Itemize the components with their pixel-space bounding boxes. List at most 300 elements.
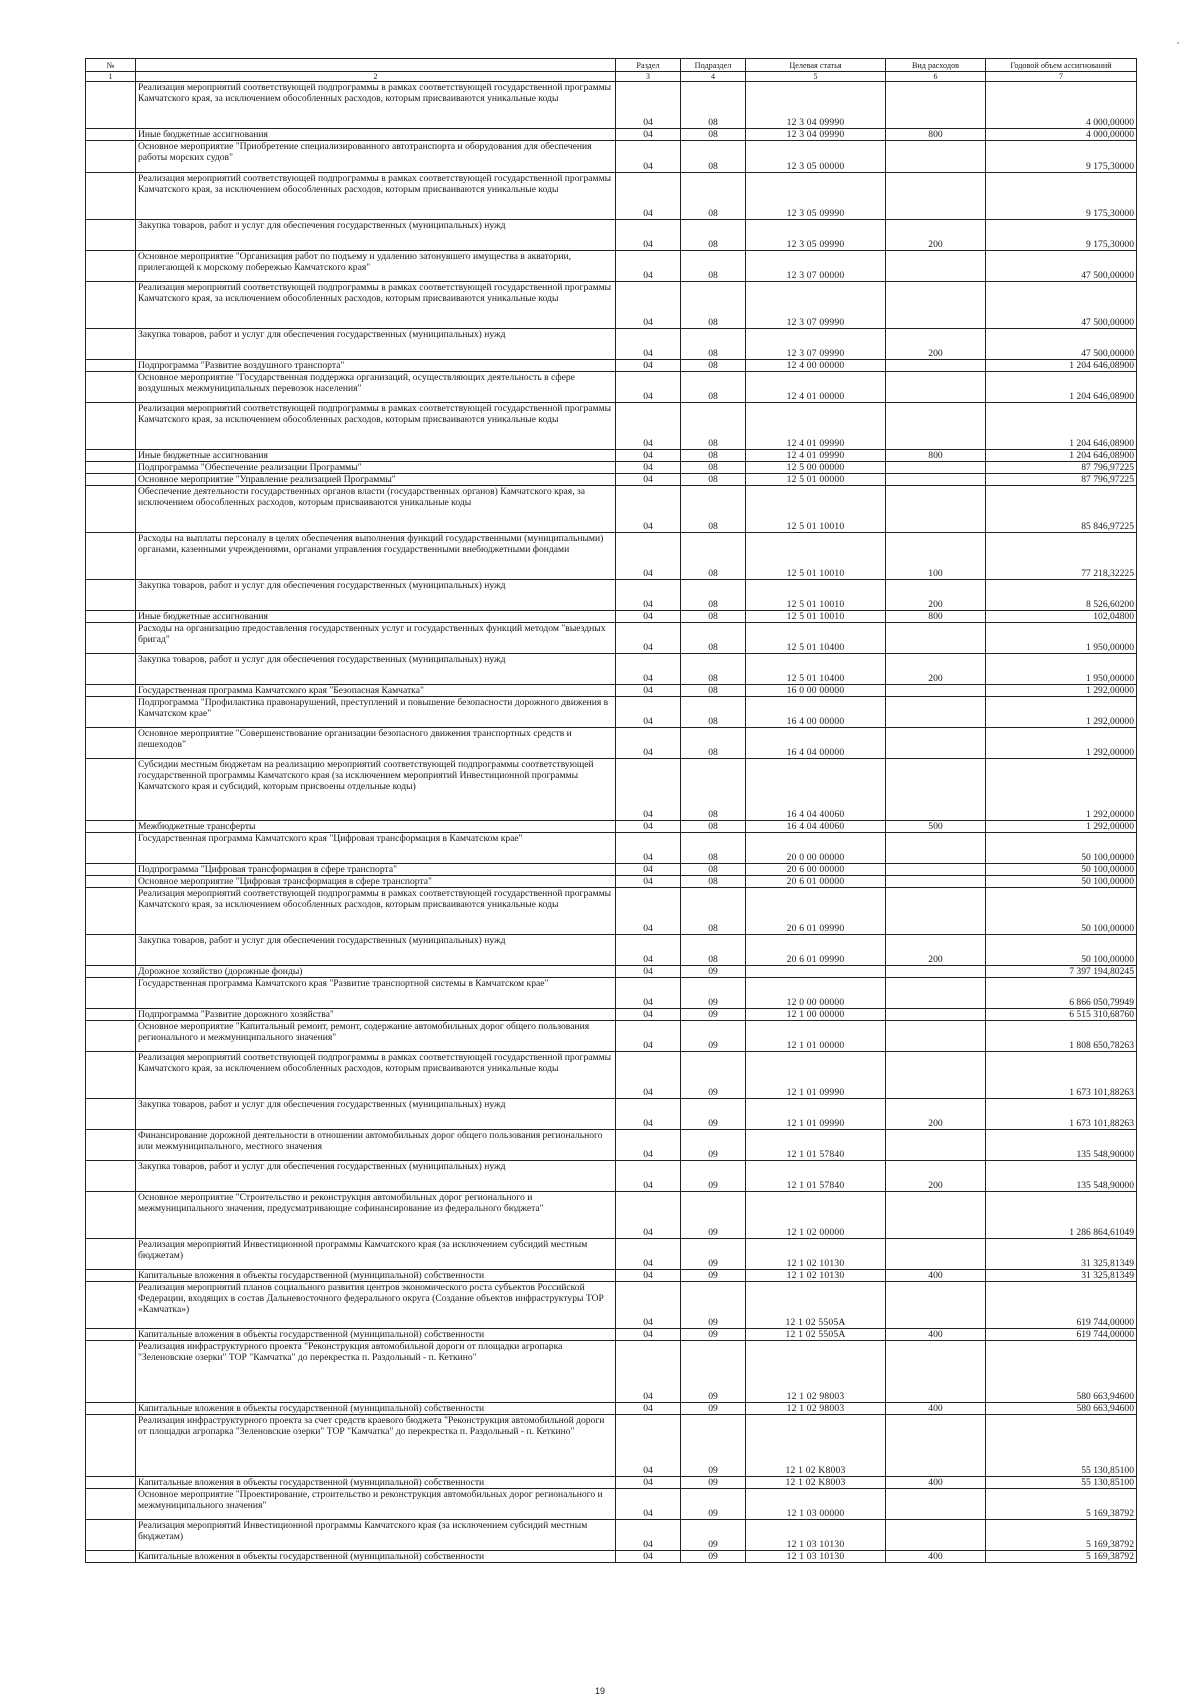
- row-amount: 1 292,00000: [986, 685, 1137, 697]
- row-section: 04: [616, 697, 681, 728]
- row-subsection: 08: [681, 450, 746, 462]
- row-section: 04: [616, 833, 681, 864]
- row-amount: 9 175,30000: [986, 141, 1137, 173]
- row-subsection: 09: [681, 1282, 746, 1329]
- row-amount: 1 292,00000: [986, 759, 1137, 821]
- header-index: 5: [746, 72, 886, 82]
- row-amount: 580 663,94600: [986, 1403, 1137, 1415]
- table-row: [86, 1270, 1137, 1282]
- row-expense-type: 800: [886, 450, 986, 462]
- header-index: 6: [886, 72, 986, 82]
- row-expense-type: [886, 372, 986, 403]
- row-subsection: 09: [681, 1192, 746, 1239]
- row-amount: 50 100,00000: [986, 935, 1137, 966]
- row-target-article: 12 1 01 57840: [746, 1161, 886, 1192]
- row-section: 04: [616, 1282, 681, 1329]
- row-target-article: 12 1 02 5505А: [746, 1329, 886, 1341]
- row-amount: 1 204 646,08900: [986, 403, 1137, 450]
- row-number: [86, 864, 136, 876]
- row-amount: 55 130,85100: [986, 1477, 1137, 1489]
- row-target-article: 12 1 01 00000: [746, 1021, 886, 1052]
- row-name: Расходы на организацию предоставления государственных услуг и государственных функций методом "выездных бригад": [136, 623, 616, 654]
- row-name: Подпрограмма "Обеспечение реализации Программы": [136, 462, 616, 474]
- row-name: Подпрограмма "Развитие воздушного транспорта": [136, 360, 616, 372]
- row-number: [86, 486, 136, 533]
- row-number: [86, 697, 136, 728]
- table-row: [86, 1551, 1137, 1563]
- row-amount: 85 846,97225: [986, 486, 1137, 533]
- row-subsection: 09: [681, 1415, 746, 1477]
- row-section: 04: [616, 220, 681, 251]
- row-target-article: 12 1 01 57840: [746, 1130, 886, 1161]
- row-subsection: 08: [681, 611, 746, 623]
- row-section: 04: [616, 1415, 681, 1477]
- row-number: [86, 1282, 136, 1329]
- row-expense-type: [886, 1282, 986, 1329]
- row-subsection: 08: [681, 623, 746, 654]
- row-subsection: 08: [681, 821, 746, 833]
- row-amount: 50 100,00000: [986, 833, 1137, 864]
- row-target-article: 20 6 01 00000: [746, 876, 886, 888]
- row-name: Закупка товаров, работ и услуг для обеспечения государственных (муниципальных) нужд: [136, 654, 616, 685]
- row-target-article: 12 1 00 00000: [746, 1009, 886, 1021]
- row-amount: 4 000,00000: [986, 129, 1137, 141]
- row-section: 04: [616, 1489, 681, 1520]
- row-expense-type: 400: [886, 1403, 986, 1415]
- table-row: [86, 1489, 1137, 1520]
- row-number: [86, 978, 136, 1009]
- row-target-article: 12 4 01 00000: [746, 372, 886, 403]
- row-number: [86, 1477, 136, 1489]
- row-subsection: 08: [681, 329, 746, 360]
- row-expense-type: 200: [886, 935, 986, 966]
- row-target-article: 12 1 01 09990: [746, 1052, 886, 1099]
- row-name: Основное мероприятие "Управление реализацией Программы": [136, 474, 616, 486]
- header-index: 2: [136, 72, 616, 82]
- table-row: [86, 611, 1137, 623]
- row-name: Реализация мероприятий соответствующей подпрограммы в рамках соответствующей государственной программы Камчатского края, за исключением обособленных расходов, которым присваиваются уникальные коды: [136, 1052, 616, 1099]
- row-amount: 1 950,00000: [986, 654, 1137, 685]
- row-section: 04: [616, 1009, 681, 1021]
- table-row: [86, 1021, 1137, 1052]
- row-name: Закупка товаров, работ и услуг для обеспечения государственных (муниципальных) нужд: [136, 1099, 616, 1130]
- budget-allocation-table: [85, 58, 1137, 1563]
- row-name: Основное мероприятие "Цифровая трансформация в сфере транспорта": [136, 876, 616, 888]
- row-section: 04: [616, 82, 681, 129]
- row-name: Капитальные вложения в объекты государственной (муниципальной) собственности: [136, 1329, 616, 1341]
- row-amount: 102,04800: [986, 611, 1137, 623]
- row-amount: 9 175,30000: [986, 173, 1137, 220]
- table-row: [86, 1329, 1137, 1341]
- row-expense-type: [886, 173, 986, 220]
- row-name: Основное мероприятие "Проектирование, строительство и реконструкция автомобильных дорог регионального и межмуниципального значения": [136, 1489, 616, 1520]
- row-number: [86, 1009, 136, 1021]
- header-name: [136, 59, 616, 72]
- row-subsection: 09: [681, 1239, 746, 1270]
- row-expense-type: [886, 876, 986, 888]
- row-expense-type: 400: [886, 1270, 986, 1282]
- row-section: 04: [616, 462, 681, 474]
- table-row: [86, 372, 1137, 403]
- row-amount: 31 325,81349: [986, 1270, 1137, 1282]
- row-amount: 135 548,90000: [986, 1130, 1137, 1161]
- table-row: [86, 821, 1137, 833]
- row-amount: 1 673 101,88263: [986, 1052, 1137, 1099]
- row-number: [86, 1329, 136, 1341]
- row-name: Финансирование дорожной деятельности в отношении автомобильных дорог общего пользования регионального или межмуниципального, местного значения: [136, 1130, 616, 1161]
- row-name: Государственная программа Камчатского края "Безопасная Камчатка": [136, 685, 616, 697]
- table-row: [86, 462, 1137, 474]
- row-number: [86, 474, 136, 486]
- row-subsection: 09: [681, 1130, 746, 1161]
- row-section: 04: [616, 876, 681, 888]
- row-name: Основное мероприятие "Совершенствование организации безопасного движения транспортных средств и пешеходов": [136, 728, 616, 759]
- row-amount: 47 500,00000: [986, 282, 1137, 329]
- table-row: [86, 697, 1137, 728]
- row-subsection: 08: [681, 462, 746, 474]
- row-number: [86, 220, 136, 251]
- row-target-article: 12 3 07 09990: [746, 282, 886, 329]
- row-section: 04: [616, 251, 681, 282]
- row-amount: 77 218,32225: [986, 533, 1137, 580]
- table-row: [86, 1161, 1137, 1192]
- row-amount: 1 673 101,88263: [986, 1099, 1137, 1130]
- row-target-article: 12 5 00 00000: [746, 462, 886, 474]
- table-row: [86, 1403, 1137, 1415]
- row-number: [86, 821, 136, 833]
- row-subsection: 08: [681, 251, 746, 282]
- row-subsection: 09: [681, 1270, 746, 1282]
- row-subsection: 08: [681, 935, 746, 966]
- row-section: 04: [616, 372, 681, 403]
- row-number: [86, 450, 136, 462]
- row-target-article: 20 6 01 09990: [746, 935, 886, 966]
- row-expense-type: 800: [886, 611, 986, 623]
- table-row: [86, 474, 1137, 486]
- row-section: 04: [616, 329, 681, 360]
- row-target-article: 12 1 02 98003: [746, 1341, 886, 1403]
- row-expense-type: 200: [886, 329, 986, 360]
- row-name: Межбюджетные трансферты: [136, 821, 616, 833]
- row-section: 04: [616, 1099, 681, 1130]
- row-name: Реализация мероприятий планов социального развития центров экономического роста субъектов Российской Федерации, входящих в состав Дальневосточного федерального округа (Создание объектов инфраструктуры ТОР «Камчатка»): [136, 1282, 616, 1329]
- row-target-article: 16 4 04 00000: [746, 728, 886, 759]
- table-row: [86, 1415, 1137, 1477]
- row-number: [86, 1161, 136, 1192]
- row-section: 04: [616, 966, 681, 978]
- row-name: Основное мероприятие "Капитальный ремонт, ремонт, содержание автомобильных дорог общего пользования регионального и межмуниципального значения": [136, 1021, 616, 1052]
- row-name: Капитальные вложения в объекты государственной (муниципальной) собственности: [136, 1270, 616, 1282]
- row-section: 04: [616, 1477, 681, 1489]
- row-number: [86, 141, 136, 173]
- row-target-article: 16 4 00 00000: [746, 697, 886, 728]
- table-row: [86, 220, 1137, 251]
- row-subsection: 09: [681, 1009, 746, 1021]
- row-name: Реализация мероприятий соответствующей подпрограммы в рамках соответствующей государственной программы Камчатского края, за исключением обособленных расходов, которым присваиваются уникальные коды: [136, 173, 616, 220]
- row-amount: 4 000,00000: [986, 82, 1137, 129]
- table-row: [86, 685, 1137, 697]
- row-subsection: 09: [681, 1021, 746, 1052]
- row-section: 04: [616, 533, 681, 580]
- row-target-article: 12 5 01 10010: [746, 533, 886, 580]
- row-name: Подпрограмма "Развитие дорожного хозяйства": [136, 1009, 616, 1021]
- row-section: 04: [616, 978, 681, 1009]
- row-target-article: 12 5 01 10400: [746, 654, 886, 685]
- row-number: [86, 403, 136, 450]
- row-amount: 1 292,00000: [986, 821, 1137, 833]
- row-number: [86, 1520, 136, 1551]
- row-name: Дорожное хозяйство (дорожные фонды): [136, 966, 616, 978]
- row-target-article: 12 4 01 09990: [746, 403, 886, 450]
- row-subsection: 08: [681, 474, 746, 486]
- row-amount: 87 796,97225: [986, 462, 1137, 474]
- row-number: [86, 173, 136, 220]
- row-amount: 1 292,00000: [986, 728, 1137, 759]
- row-target-article: 12 3 04 09990: [746, 129, 886, 141]
- row-expense-type: [886, 623, 986, 654]
- row-expense-type: 400: [886, 1551, 986, 1563]
- row-subsection: 08: [681, 82, 746, 129]
- header-section: Раздел: [616, 59, 681, 72]
- row-amount: 47 500,00000: [986, 329, 1137, 360]
- header-index: 3: [616, 72, 681, 82]
- row-section: 04: [616, 888, 681, 935]
- table-row: [86, 1192, 1137, 1239]
- row-expense-type: [886, 82, 986, 129]
- row-target-article: 12 3 04 09990: [746, 82, 886, 129]
- row-amount: 1 204 646,08900: [986, 372, 1137, 403]
- row-number: [86, 1270, 136, 1282]
- row-expense-type: 500: [886, 821, 986, 833]
- row-subsection: 08: [681, 533, 746, 580]
- row-amount: 5 169,38792: [986, 1551, 1137, 1563]
- row-name: Основное мероприятие "Приобретение специализированного автотранспорта и оборудования для обеспечения работы морских судов": [136, 141, 616, 173]
- row-section: 04: [616, 1021, 681, 1052]
- row-name: Закупка товаров, работ и услуг для обеспечения государственных (муниципальных) нужд: [136, 220, 616, 251]
- row-target-article: 12 3 05 09990: [746, 173, 886, 220]
- row-expense-type: [886, 1415, 986, 1477]
- row-expense-type: 800: [886, 129, 986, 141]
- row-subsection: 09: [681, 1341, 746, 1403]
- row-amount: 8 526,60200: [986, 580, 1137, 611]
- row-section: 04: [616, 1551, 681, 1563]
- header-amount: Годовой объем ассигнований: [986, 59, 1137, 72]
- row-subsection: 09: [681, 1551, 746, 1563]
- row-number: [86, 372, 136, 403]
- row-name: Закупка товаров, работ и услуг для обеспечения государственных (муниципальных) нужд: [136, 935, 616, 966]
- row-section: 04: [616, 141, 681, 173]
- table-row: [86, 403, 1137, 450]
- row-section: 04: [616, 1403, 681, 1415]
- row-amount: 55 130,85100: [986, 1415, 1137, 1477]
- row-expense-type: [886, 888, 986, 935]
- row-expense-type: 400: [886, 1477, 986, 1489]
- header-num: №: [86, 59, 136, 72]
- row-subsection: 08: [681, 403, 746, 450]
- row-number: [86, 876, 136, 888]
- row-target-article: 12 0 00 00000: [746, 978, 886, 1009]
- row-section: 04: [616, 580, 681, 611]
- row-number: [86, 833, 136, 864]
- row-expense-type: 200: [886, 1099, 986, 1130]
- row-name: Реализация мероприятий соответствующей подпрограммы в рамках соответствующей государственной программы Камчатского края, за исключением обособленных расходов, которым присваиваются уникальные коды: [136, 403, 616, 450]
- row-subsection: 08: [681, 685, 746, 697]
- row-expense-type: [886, 1239, 986, 1270]
- table-row: [86, 1520, 1137, 1551]
- row-amount: 5 169,38792: [986, 1520, 1137, 1551]
- table-row: [86, 129, 1137, 141]
- row-expense-type: [886, 360, 986, 372]
- row-name: Закупка товаров, работ и услуг для обеспечения государственных (муниципальных) нужд: [136, 580, 616, 611]
- row-number: [86, 1052, 136, 1099]
- row-number: [86, 82, 136, 129]
- row-amount: 619 744,00000: [986, 1282, 1137, 1329]
- row-name: Реализация мероприятий соответствующей подпрограммы в рамках соответствующей государственной программы Камчатского края, за исключением обособленных расходов, которым присваиваются уникальные коды: [136, 82, 616, 129]
- row-section: 04: [616, 129, 681, 141]
- row-number: [86, 623, 136, 654]
- row-number: [86, 685, 136, 697]
- row-target-article: 12 1 02 10130: [746, 1270, 886, 1282]
- row-amount: 619 744,00000: [986, 1329, 1137, 1341]
- row-number: [86, 282, 136, 329]
- row-amount: 87 796,97225: [986, 474, 1137, 486]
- row-expense-type: [886, 462, 986, 474]
- row-expense-type: [886, 251, 986, 282]
- row-expense-type: [886, 1021, 986, 1052]
- row-subsection: 08: [681, 580, 746, 611]
- row-subsection: 09: [681, 1489, 746, 1520]
- row-target-article: 12 1 03 10130: [746, 1551, 886, 1563]
- table-row: [86, 935, 1137, 966]
- row-name: Основное мероприятие "Строительство и реконструкция автомобильных дорог регионального и межмуниципального значения, предусматривающие софинансирование из федерального бюджета": [136, 1192, 616, 1239]
- row-section: 04: [616, 450, 681, 462]
- row-name: Капитальные вложения в объекты государственной (муниципальной) собственности: [136, 1403, 616, 1415]
- row-subsection: 08: [681, 282, 746, 329]
- row-amount: 50 100,00000: [986, 888, 1137, 935]
- row-target-article: 12 5 01 10010: [746, 486, 886, 533]
- header-type: Вид расходов: [886, 59, 986, 72]
- row-name: Реализация мероприятий Инвестиционной программы Камчатского края (за исключением субсидий местным бюджетам): [136, 1520, 616, 1551]
- row-target-article: 12 5 01 10010: [746, 580, 886, 611]
- row-expense-type: [886, 685, 986, 697]
- table-row: [86, 833, 1137, 864]
- header-index: 4: [681, 72, 746, 82]
- table-body: [86, 82, 1137, 1563]
- row-target-article: 12 1 01 09990: [746, 1099, 886, 1130]
- row-expense-type: [886, 833, 986, 864]
- row-name: Иные бюджетные ассигнования: [136, 611, 616, 623]
- row-section: 04: [616, 864, 681, 876]
- row-number: [86, 1099, 136, 1130]
- row-number: [86, 462, 136, 474]
- table-row: [86, 1239, 1137, 1270]
- table-row: [86, 360, 1137, 372]
- table-row: [86, 141, 1137, 173]
- row-name: Реализация инфраструктурного проекта за счет средств краевого бюджета "Реконструкция автомобильной дороги от площадки агропарка "Зеленовские озерки" ТОР "Камчатка" до перекрестка п. Раздольный - п. Кеткино": [136, 1415, 616, 1477]
- row-number: [86, 1551, 136, 1563]
- table-row: [86, 728, 1137, 759]
- row-amount: 5 169,38792: [986, 1489, 1137, 1520]
- row-subsection: 08: [681, 876, 746, 888]
- row-expense-type: 400: [886, 1329, 986, 1341]
- table-row: [86, 876, 1137, 888]
- table-row: [86, 251, 1137, 282]
- row-number: [86, 329, 136, 360]
- row-subsection: 09: [681, 1099, 746, 1130]
- row-section: 04: [616, 1520, 681, 1551]
- table-row: [86, 1282, 1137, 1329]
- row-expense-type: [886, 282, 986, 329]
- row-name: Закупка товаров, работ и услуг для обеспечения государственных (муниципальных) нужд: [136, 329, 616, 360]
- row-name: Иные бюджетные ассигнования: [136, 450, 616, 462]
- row-name: Капитальные вложения в объекты государственной (муниципальной) собственности: [136, 1477, 616, 1489]
- row-target-article: 12 5 01 10400: [746, 623, 886, 654]
- table-row: [86, 1052, 1137, 1099]
- table-row: [86, 533, 1137, 580]
- row-section: 04: [616, 1130, 681, 1161]
- row-target-article: 12 1 02 10130: [746, 1239, 886, 1270]
- row-name: Иные бюджетные ассигнования: [136, 129, 616, 141]
- row-amount: 50 100,00000: [986, 876, 1137, 888]
- row-subsection: 08: [681, 759, 746, 821]
- table-row: [86, 864, 1137, 876]
- row-section: 04: [616, 623, 681, 654]
- row-subsection: 09: [681, 1520, 746, 1551]
- row-section: 04: [616, 1329, 681, 1341]
- table-row: [86, 82, 1137, 129]
- row-target-article: 16 4 04 40060: [746, 759, 886, 821]
- row-number: [86, 759, 136, 821]
- row-number: [86, 1403, 136, 1415]
- row-target-article: 12 1 03 00000: [746, 1489, 886, 1520]
- table-row: [86, 1099, 1137, 1130]
- row-section: 04: [616, 685, 681, 697]
- row-number: [86, 1415, 136, 1477]
- row-target-article: 12 1 02 98003: [746, 1403, 886, 1415]
- row-section: 04: [616, 654, 681, 685]
- row-number: [86, 1192, 136, 1239]
- row-name: Субсидии местным бюджетам на реализацию мероприятий соответствующей подпрограммы соответствующей государственной программы Камчатского края (за исключением мероприятий Инвестиционной программы Камчатского края и субсидий, которым присвоены отдельные коды): [136, 759, 616, 821]
- table-row: [86, 978, 1137, 1009]
- row-subsection: 08: [681, 220, 746, 251]
- row-target-article: 12 1 02 5505А: [746, 1282, 886, 1329]
- row-number: [86, 935, 136, 966]
- row-name: Реализация мероприятий Инвестиционной программы Камчатского края (за исключением субсидий местным бюджетам): [136, 1239, 616, 1270]
- row-name: Государственная программа Камчатского края "Развитие транспортной системы в Камчатском крае": [136, 978, 616, 1009]
- row-subsection: 08: [681, 654, 746, 685]
- row-name: Подпрограмма "Цифровая трансформация в сфере транспорта": [136, 864, 616, 876]
- row-subsection: 08: [681, 864, 746, 876]
- row-amount: 7 397 194,80245: [986, 966, 1137, 978]
- row-section: 04: [616, 728, 681, 759]
- row-expense-type: [886, 978, 986, 1009]
- row-subsection: 09: [681, 1403, 746, 1415]
- row-name: Реализация мероприятий соответствующей подпрограммы в рамках соответствующей государственной программы Камчатского края, за исключением обособленных расходов, которым присваиваются уникальные коды: [136, 888, 616, 935]
- row-amount: 6 515 310,68760: [986, 1009, 1137, 1021]
- row-expense-type: [886, 486, 986, 533]
- row-amount: 1 950,00000: [986, 623, 1137, 654]
- row-expense-type: [886, 1489, 986, 1520]
- row-amount: 31 325,81349: [986, 1239, 1137, 1270]
- row-subsection: 08: [681, 360, 746, 372]
- row-target-article: 12 3 07 00000: [746, 251, 886, 282]
- table-row: [86, 173, 1137, 220]
- row-subsection: 09: [681, 966, 746, 978]
- row-expense-type: [886, 474, 986, 486]
- row-amount: 1 292,00000: [986, 697, 1137, 728]
- row-subsection: 08: [681, 697, 746, 728]
- row-number: [86, 728, 136, 759]
